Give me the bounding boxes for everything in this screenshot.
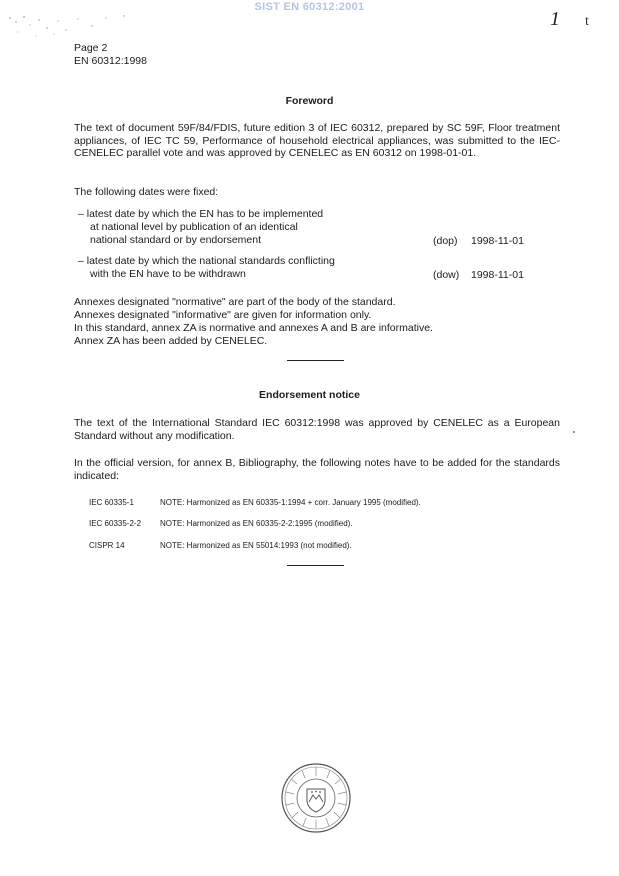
date-value: 1998-11-01 xyxy=(471,235,524,247)
annex-line: In this standard, annex ZA is normative and annexes A and B are informative. xyxy=(74,322,433,334)
watermark: SIST EN 60312:2001 xyxy=(254,1,365,13)
corner-mark-right: t xyxy=(585,14,589,29)
scan-dot xyxy=(573,431,575,433)
date-line: at national level by publication of an identical xyxy=(90,221,298,233)
page-number: Page 2 xyxy=(74,42,108,54)
note-standard: IEC 60335-1 xyxy=(89,498,134,507)
foreword-intro: The text of document 59F/84/FDIS, future edition 3 of IEC 60312, prepared by SC 59F, Floor treatment appliances, of IEC TC 59, Performance of household electrical appliances, was submitted to the IEC-CENELEC parallel vote and was approved by CENELEC as EN 60312 on 1998-01-01. xyxy=(74,122,560,159)
foreword-title: Foreword xyxy=(285,95,334,107)
official-version-text: In the official version, for annex B, Bibliography, the following notes have to be added for the standards indicated: xyxy=(74,457,560,482)
annex-line: Annexes designated "normative" are part of the body of the standard. xyxy=(74,296,396,308)
corner-mark-left: 1 xyxy=(550,8,560,30)
official-seal-icon xyxy=(280,762,352,834)
dates-intro: The following dates were fixed: xyxy=(74,186,219,198)
date-line: national standard or by endorsement xyxy=(90,234,262,246)
endorsement-title: Endorsement notice xyxy=(259,389,360,401)
date-line: with the EN have to be withdrawn xyxy=(90,268,246,280)
date-code: (dow) xyxy=(433,269,460,281)
section-divider xyxy=(287,360,344,361)
scan-noise xyxy=(6,12,126,48)
annex-line: Annexes designated "informative" are given for information only. xyxy=(74,309,372,321)
note-standard: CISPR 14 xyxy=(89,541,125,550)
date-line: – latest date by which the EN has to be implemented xyxy=(78,208,324,220)
section-divider xyxy=(287,565,344,566)
date-value: 1998-11-01 xyxy=(471,269,524,281)
date-code: (dop) xyxy=(433,235,458,247)
annex-line: Annex ZA has been added by CENELEC. xyxy=(74,335,268,347)
note-standard: IEC 60335-2-2 xyxy=(89,519,142,528)
date-line: – latest date by which the national standards conflicting xyxy=(78,255,335,267)
endorsement-text: The text of the International Standard IEC 60312:1998 was approved by CENELEC as a European Standard without any modification. xyxy=(74,417,560,442)
note-text: NOTE: Harmonized as EN 60335-2-2:1995 (modified). xyxy=(160,519,353,528)
document-number: EN 60312:1998 xyxy=(74,55,147,67)
note-text: NOTE: Harmonized as EN 55014:1993 (not modified). xyxy=(160,541,352,550)
note-text: NOTE: Harmonized as EN 60335-1:1994 + corr. January 1995 (modified). xyxy=(160,498,421,507)
